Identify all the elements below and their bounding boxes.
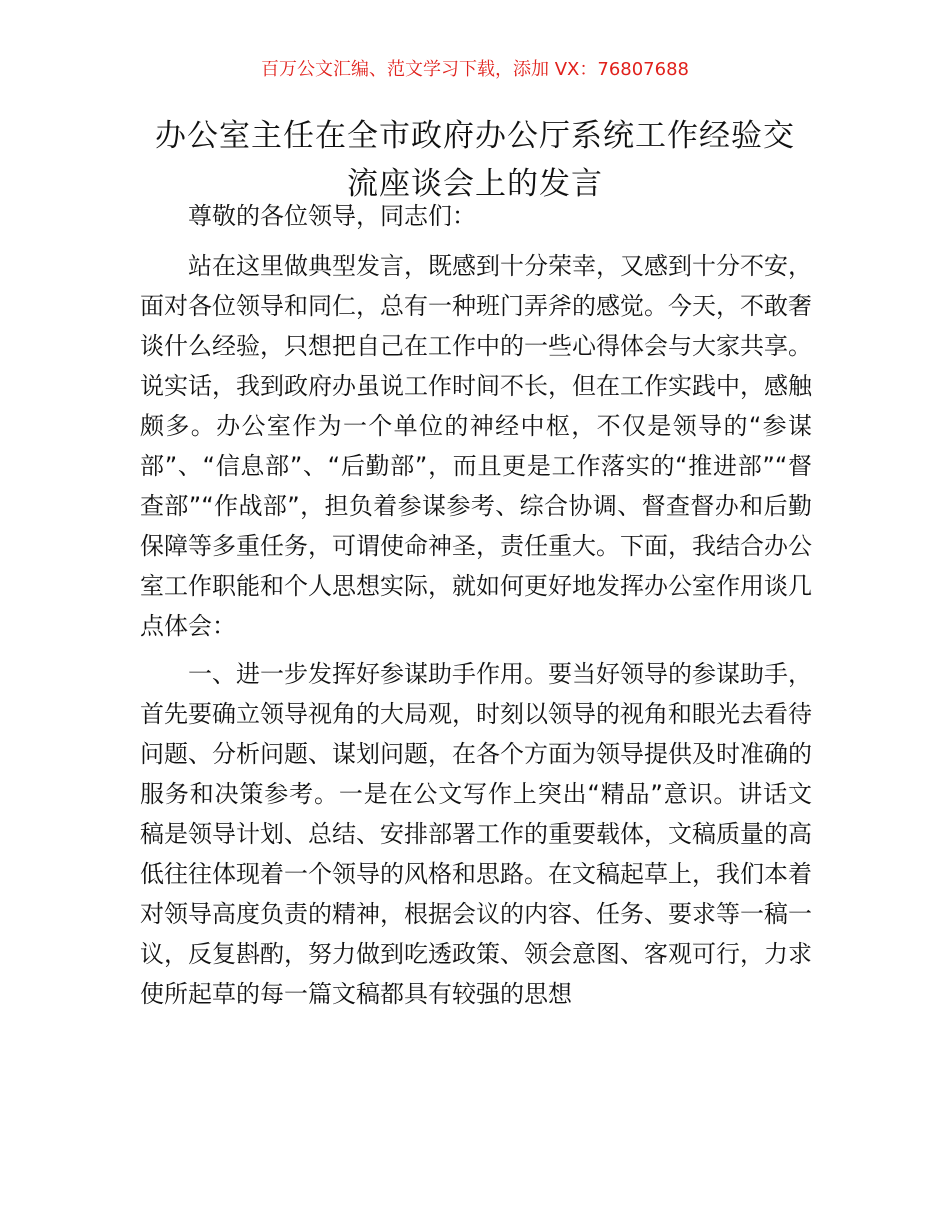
title-line-1: 办公室主任在全市政府办公厅系统工作经验交 — [155, 118, 795, 154]
paragraph-intro: 站在这里做典型发言，既感到十分荣幸，又感到十分不安，面对各位领导和同仁，总有一种班门弄斧的感觉。今天，不敢奢谈什么经验，只想把自己在工作中的一些心得体会与大家共享。说实话，我到政府办虽说工作时间不长，但在工作实践中，感触颇多。办公室作为一个单位的神经中枢，不仅是领导的“参谋部”、“信息部”、“后勤部”，而且更是工作落实的“推进部”“督查部”“作战部”，担负着参谋参考、综合协调、督查督办和后勤保障等多重任务，可谓使命神圣，责任重大。下面，我结合办公室工作职能和个人思想实际，就如何更好地发挥办公室作用谈几点体会： — [140, 252, 812, 640]
greeting: 尊敬的各位领导，同志们： — [188, 202, 476, 230]
download-notice: 百万公文汇编、范文学习下载，添加 VX：76807688 — [261, 59, 689, 80]
document-title — [120, 112, 830, 208]
document-body — [140, 196, 812, 1022]
paragraph-section-1: 一、进一步发挥好参谋助手作用。要当好领导的参谋助手，首先要确立领导视角的大局观，时刻以领导的视角和眼光去看待问题、分析问题、谋划问题，在各个方面为领导提供及时准确的服务和决策参考。一是在公文写作上突出“精品”意识。讲话文稿是领导计划、总结、安排部署工作的重要载体，文稿质量的高低往往体现着一个领导的风格和思路。在文稿起草上，我们本着对领导高度负责的精神，根据会议的内容、任务、要求等一稿一议，反复斟酌，努力做到吃透政策、领会意图、客观可行，力求使所起草的每一篇文稿都具有较强的思想 — [140, 660, 812, 1008]
title-line-2: 流座谈会上的发言 — [347, 166, 603, 202]
